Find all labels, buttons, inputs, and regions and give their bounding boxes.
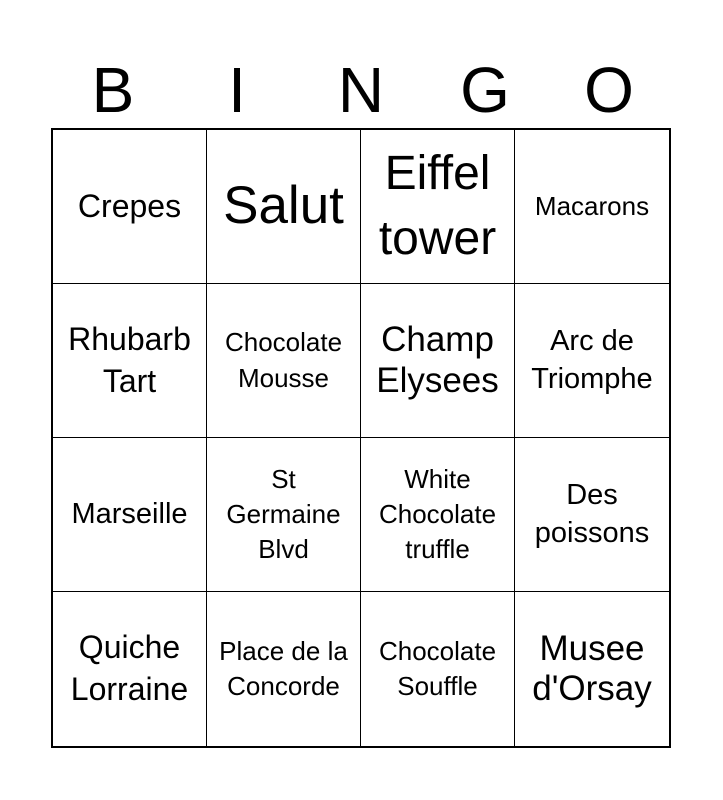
bingo-cell: St Germaine Blvd bbox=[207, 438, 361, 592]
bingo-header bbox=[51, 52, 671, 128]
header-letter-b: B bbox=[91, 54, 135, 126]
bingo-cell: Salut bbox=[207, 130, 361, 284]
bingo-cell: Des poissons bbox=[515, 438, 669, 592]
bingo-cell: Musee d'Orsay bbox=[532, 628, 652, 708]
header-letter-i: I bbox=[228, 54, 246, 126]
header-letter-g: G bbox=[460, 54, 510, 126]
bingo-cell: Chocolate Mousse bbox=[207, 284, 361, 438]
bingo-cell: Macarons bbox=[515, 130, 669, 284]
bingo-cell: Eiffel tower bbox=[361, 130, 515, 284]
bingo-grid bbox=[51, 128, 671, 748]
bingo-cell: Rhubarb Tart bbox=[53, 284, 207, 438]
bingo-cell: Champ Elysees bbox=[361, 284, 515, 438]
bingo-cell: Arc de Triomphe bbox=[515, 284, 669, 438]
bingo-cell: Place de la Concorde bbox=[207, 592, 361, 746]
bingo-cell: Chocolate Souffle bbox=[361, 592, 515, 746]
header-letter-o: O bbox=[584, 54, 634, 126]
bingo-cell: Quiche Lorraine bbox=[53, 592, 207, 746]
header-letter-n: N bbox=[337, 54, 385, 126]
bingo-cell: White Chocolate truffle bbox=[361, 438, 515, 592]
bingo-cell: Crepes bbox=[53, 130, 207, 284]
bingo-cell: Marseille bbox=[53, 438, 207, 592]
